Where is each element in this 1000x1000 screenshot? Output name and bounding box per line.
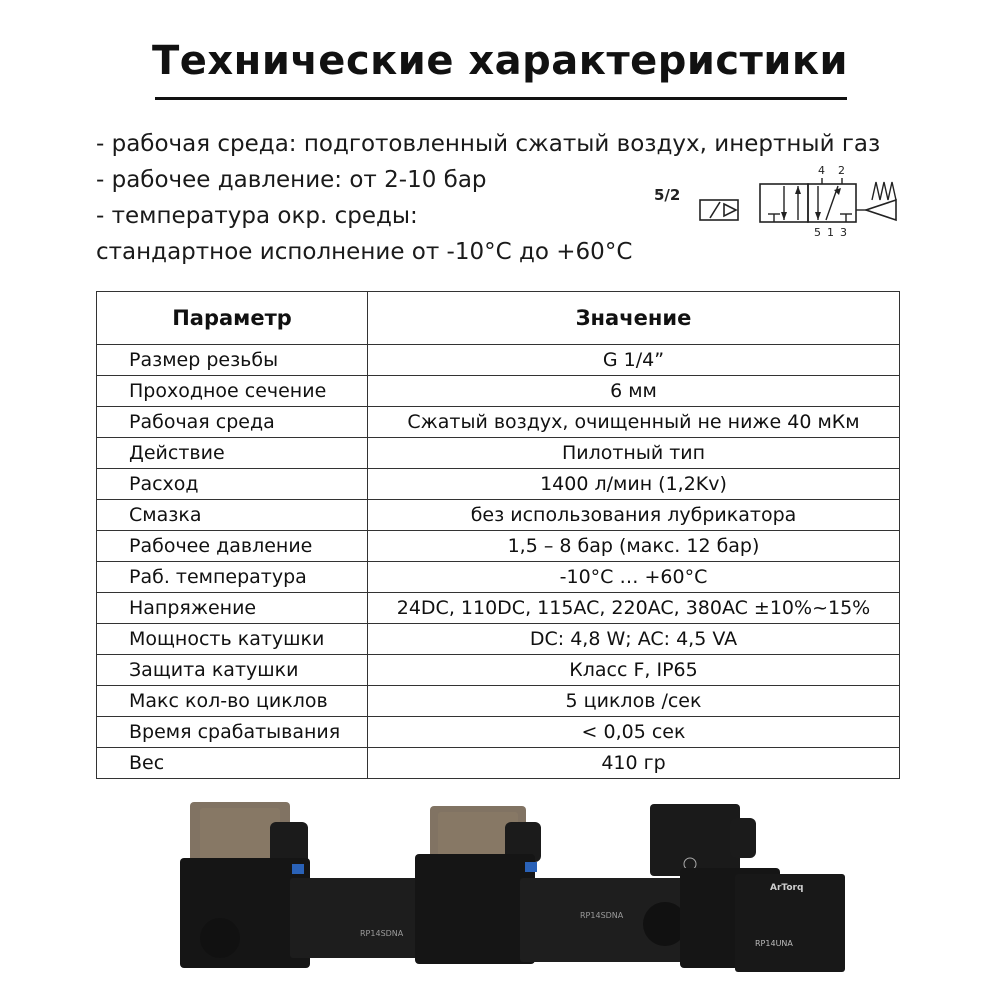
table-row <box>97 345 900 376</box>
port-3-label: 3 <box>840 226 847 239</box>
table-row <box>97 407 900 438</box>
table-row <box>97 376 900 407</box>
row-value: DC: 4,8 W; AC: 4,5 VA <box>368 624 900 655</box>
page-title: Технические характеристики <box>151 38 849 84</box>
valve-right-label: RP14UNA <box>755 939 793 948</box>
row-parameter: Действие <box>97 438 368 469</box>
row-parameter: Рабочая среда <box>97 407 368 438</box>
row-value: < 0,05 сек <box>368 717 900 748</box>
table-row <box>97 562 900 593</box>
row-parameter: Время срабатывания <box>97 717 368 748</box>
product-photo <box>160 798 850 978</box>
row-parameter: Расход <box>97 469 368 500</box>
port-2-label: 2 <box>838 164 845 177</box>
row-value: 1400 л/мин (1,2Kv) <box>368 469 900 500</box>
table-header-row <box>97 292 900 345</box>
spec-line-pressure: - рабочее давление: от 2-10 бар <box>96 167 487 193</box>
row-parameter: Рабочее давление <box>97 531 368 562</box>
table-row <box>97 469 900 500</box>
row-value: Сжатый воздух, очищенный не ниже 40 мКм <box>368 407 900 438</box>
row-value: 1,5 – 8 бар (макс. 12 бар) <box>368 531 900 562</box>
row-parameter: Вес <box>97 748 368 779</box>
header-value: Значение <box>368 292 900 345</box>
row-parameter: Проходное сечение <box>97 376 368 407</box>
spec-line-medium: - рабочая среда: подготовленный сжатый воздух, инертный газ <box>96 131 881 157</box>
port-5-label: 5 <box>814 226 821 239</box>
table-row <box>97 531 900 562</box>
table-row <box>97 655 900 686</box>
valve-type-label: 5/2 <box>654 186 681 204</box>
row-value: 5 циклов /сек <box>368 686 900 717</box>
table-row <box>97 593 900 624</box>
row-value: Пилотный тип <box>368 438 900 469</box>
row-value: без использования лубрикатора <box>368 500 900 531</box>
row-value: -10°C … +60°C <box>368 562 900 593</box>
row-value: 6 мм <box>368 376 900 407</box>
row-parameter: Защита катушки <box>97 655 368 686</box>
row-parameter: Смазка <box>97 500 368 531</box>
table-row <box>97 624 900 655</box>
row-value: Класс F, IP65 <box>368 655 900 686</box>
row-value: 410 гр <box>368 748 900 779</box>
valve-schematic-icon <box>696 160 906 240</box>
spec-line-temperature: - температура окр. среды: <box>96 203 418 229</box>
row-parameter: Напряжение <box>97 593 368 624</box>
valve-middle-label: RP14SDNA <box>580 911 624 920</box>
table-row <box>97 686 900 717</box>
row-parameter: Раб. температура <box>97 562 368 593</box>
row-parameter: Мощность катушки <box>97 624 368 655</box>
spec-table <box>96 291 900 779</box>
row-parameter: Макс кол-во циклов <box>97 686 368 717</box>
spec-line-standard: стандартное исполнение от -10°C до +60°C <box>96 239 633 265</box>
table-row <box>97 500 900 531</box>
row-parameter: Размер резьбы <box>97 345 368 376</box>
table-row <box>97 717 900 748</box>
brand-logo: ArTorq <box>770 883 804 893</box>
valve-left-label: RP14SDNA <box>360 929 404 938</box>
port-4-label: 4 <box>818 164 825 177</box>
row-value: 24DC, 110DC, 115AC, 220AC, 380AC ±10%~15% <box>368 593 900 624</box>
title-underline <box>155 97 847 100</box>
header-parameter: Параметр <box>97 292 368 345</box>
table-row <box>97 438 900 469</box>
port-1-label: 1 <box>827 226 834 239</box>
row-value: G 1/4” <box>368 345 900 376</box>
table-row <box>97 748 900 779</box>
